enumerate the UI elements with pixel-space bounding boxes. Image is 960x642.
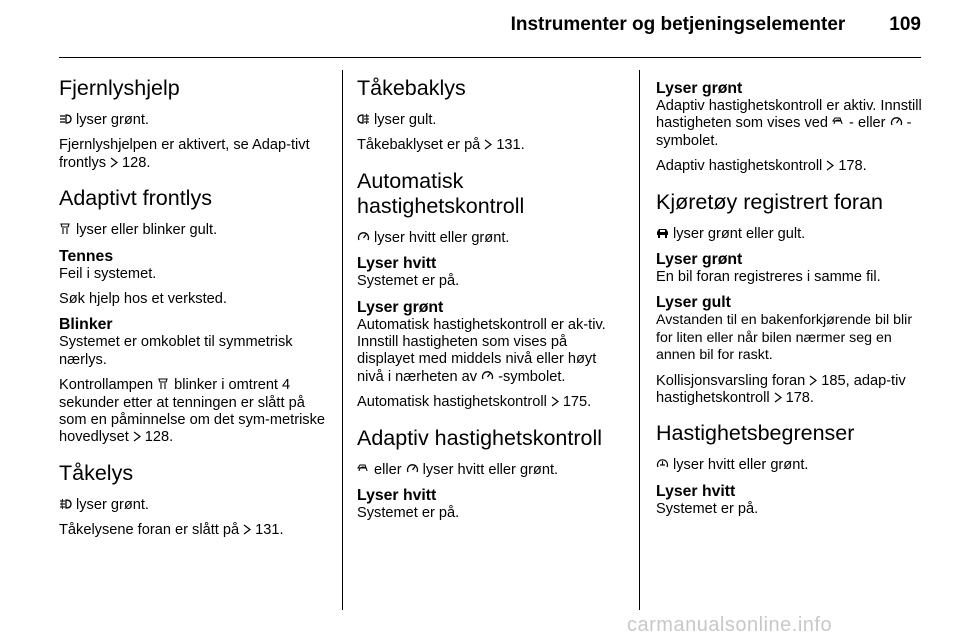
status-line: lyser eller blinker gult. bbox=[59, 222, 327, 239]
page-number: 109 bbox=[889, 14, 921, 35]
column-3 bbox=[656, 80, 924, 526]
page-reference[interactable]: 175. bbox=[562, 394, 592, 411]
paragraph: Avstanden til en bakenforkjørende bil blir for liten eller når bilen nærmer seg en annen bil for raskt. bbox=[656, 312, 913, 364]
subheading: Lyser hvitt bbox=[656, 482, 736, 500]
adaptive-cruise-icon bbox=[832, 116, 845, 128]
paragraph: Søk hjelp hos et verksted. bbox=[59, 291, 227, 308]
page-header bbox=[0, 14, 921, 36]
vehicle-ahead-icon bbox=[656, 227, 669, 239]
reference-arrow-icon bbox=[243, 524, 251, 535]
section-heading: Fjernlyshjelp bbox=[59, 76, 180, 100]
section-heading: Adaptiv hastighetskontroll bbox=[357, 425, 603, 450]
subheading: Lyser grønt bbox=[656, 80, 743, 97]
page-reference[interactable]: 128. bbox=[122, 154, 151, 171]
section-heading: Hastighetsbegrenser bbox=[656, 421, 855, 446]
column-divider-1 bbox=[342, 70, 343, 610]
subheading: Lyser grønt bbox=[357, 298, 444, 316]
watermark: carmanualsonline.info bbox=[627, 614, 833, 636]
section-heading: Tåkelys bbox=[59, 460, 134, 485]
front-fog-light-icon bbox=[59, 498, 72, 510]
paragraph: Systemet er på. bbox=[357, 505, 460, 522]
page-reference[interactable]: 178. bbox=[838, 158, 867, 175]
column-1 bbox=[59, 76, 327, 548]
paragraph: Kollisjonsvarsling foran 185, adap-tiv hastighetskontroll 178. bbox=[656, 372, 906, 407]
cruise-control-icon bbox=[890, 116, 903, 128]
column-2 bbox=[357, 76, 625, 530]
reference-arrow-icon bbox=[484, 139, 492, 150]
adaptive-headlight-icon bbox=[59, 223, 72, 235]
reference-arrow-icon bbox=[826, 160, 834, 171]
subheading: Lyser hvitt bbox=[357, 487, 437, 505]
cruise-control-icon bbox=[357, 231, 370, 243]
paragraph: Systemet er omkoblet til symmetrisk nærlys. bbox=[59, 334, 293, 368]
paragraph: Tåkelysene foran er slått på 131. bbox=[59, 522, 284, 539]
paragraph: Automatisk hastighetskontroll 175. bbox=[357, 394, 592, 411]
paragraph: Tåkebaklyset er på 131. bbox=[357, 137, 525, 154]
subheading: Blinker bbox=[59, 316, 113, 334]
status-line: lyser hvitt eller grønt. bbox=[656, 457, 924, 474]
status-line: lyser grønt. bbox=[59, 497, 327, 514]
paragraph: En bil foran registreres i samme fil. bbox=[656, 269, 881, 286]
paragraph: Adaptiv hastighetskontroll er aktiv. Innstill hastigheten som vises ved - eller -symbolet. bbox=[656, 98, 922, 149]
subheading: Lyser hvitt bbox=[357, 255, 437, 273]
paragraph: Adaptiv hastighetskontroll 178. bbox=[656, 158, 867, 175]
adaptive-headlight-icon bbox=[157, 378, 170, 390]
reference-arrow-icon bbox=[110, 157, 118, 168]
page-reference[interactable]: 185, adap-tiv hastighetskontroll bbox=[656, 372, 906, 407]
cruise-control-icon bbox=[406, 463, 419, 475]
section-heading: Adaptivt frontlys bbox=[59, 186, 212, 211]
paragraph: Feil i systemet. bbox=[59, 265, 157, 282]
status-line: eller lyser hvitt eller grønt. bbox=[357, 462, 625, 479]
subheading: Lyser grønt bbox=[656, 251, 743, 269]
section-heading: Tåkebaklys bbox=[357, 76, 466, 100]
reference-arrow-icon bbox=[133, 431, 141, 442]
section-heading: Automatisk hastighetskontroll bbox=[357, 168, 525, 218]
paragraph: Systemet er på. bbox=[357, 273, 460, 290]
status-line: lyser grønt eller gult. bbox=[656, 226, 924, 243]
cruise-control-icon bbox=[481, 370, 494, 382]
subheading: Lyser gult bbox=[656, 294, 731, 312]
paragraph: Fjernlyshjelpen er aktivert, se Adap-tivt frontlys 128. bbox=[59, 137, 310, 171]
rear-fog-light-icon bbox=[357, 113, 370, 125]
paragraph: Systemet er på. bbox=[656, 500, 759, 517]
reference-arrow-icon bbox=[774, 392, 782, 403]
paragraph: Kontrollampen blinker i omtrent 4 sekunder etter at tenningen er slått på som en påminnelse om det sym-metriske hovedlyset 128. bbox=[59, 377, 326, 446]
status-line: lyser hvitt eller grønt. bbox=[357, 230, 625, 247]
reference-arrow-icon bbox=[809, 375, 817, 386]
section-heading: Kjøretøy registrert foran bbox=[656, 189, 883, 214]
reference-arrow-icon bbox=[551, 396, 559, 407]
page-reference[interactable]: 128. bbox=[144, 429, 174, 446]
column-divider-2 bbox=[639, 70, 640, 610]
page-reference[interactable]: 131. bbox=[496, 137, 525, 154]
adaptive-cruise-icon bbox=[357, 463, 370, 475]
speed-limiter-icon bbox=[656, 458, 669, 470]
header-rule bbox=[59, 57, 921, 58]
high-beam-assist-icon bbox=[59, 113, 72, 125]
page-reference[interactable]: 178. bbox=[785, 390, 814, 407]
paragraph: Automatisk hastighetskontroll er ak-tiv. Innstill hastigheten som vises på displayet med middels nivå eller høyt nivå i nærheten av -symbolet. bbox=[357, 316, 606, 385]
status-line: lyser gult. bbox=[357, 112, 625, 129]
header-title: Instrumenter og betjeningselementer bbox=[510, 14, 846, 35]
status-line: lyser grønt. bbox=[59, 112, 327, 129]
subheading: Tennes bbox=[59, 247, 114, 265]
page-reference[interactable]: 131. bbox=[255, 522, 284, 539]
